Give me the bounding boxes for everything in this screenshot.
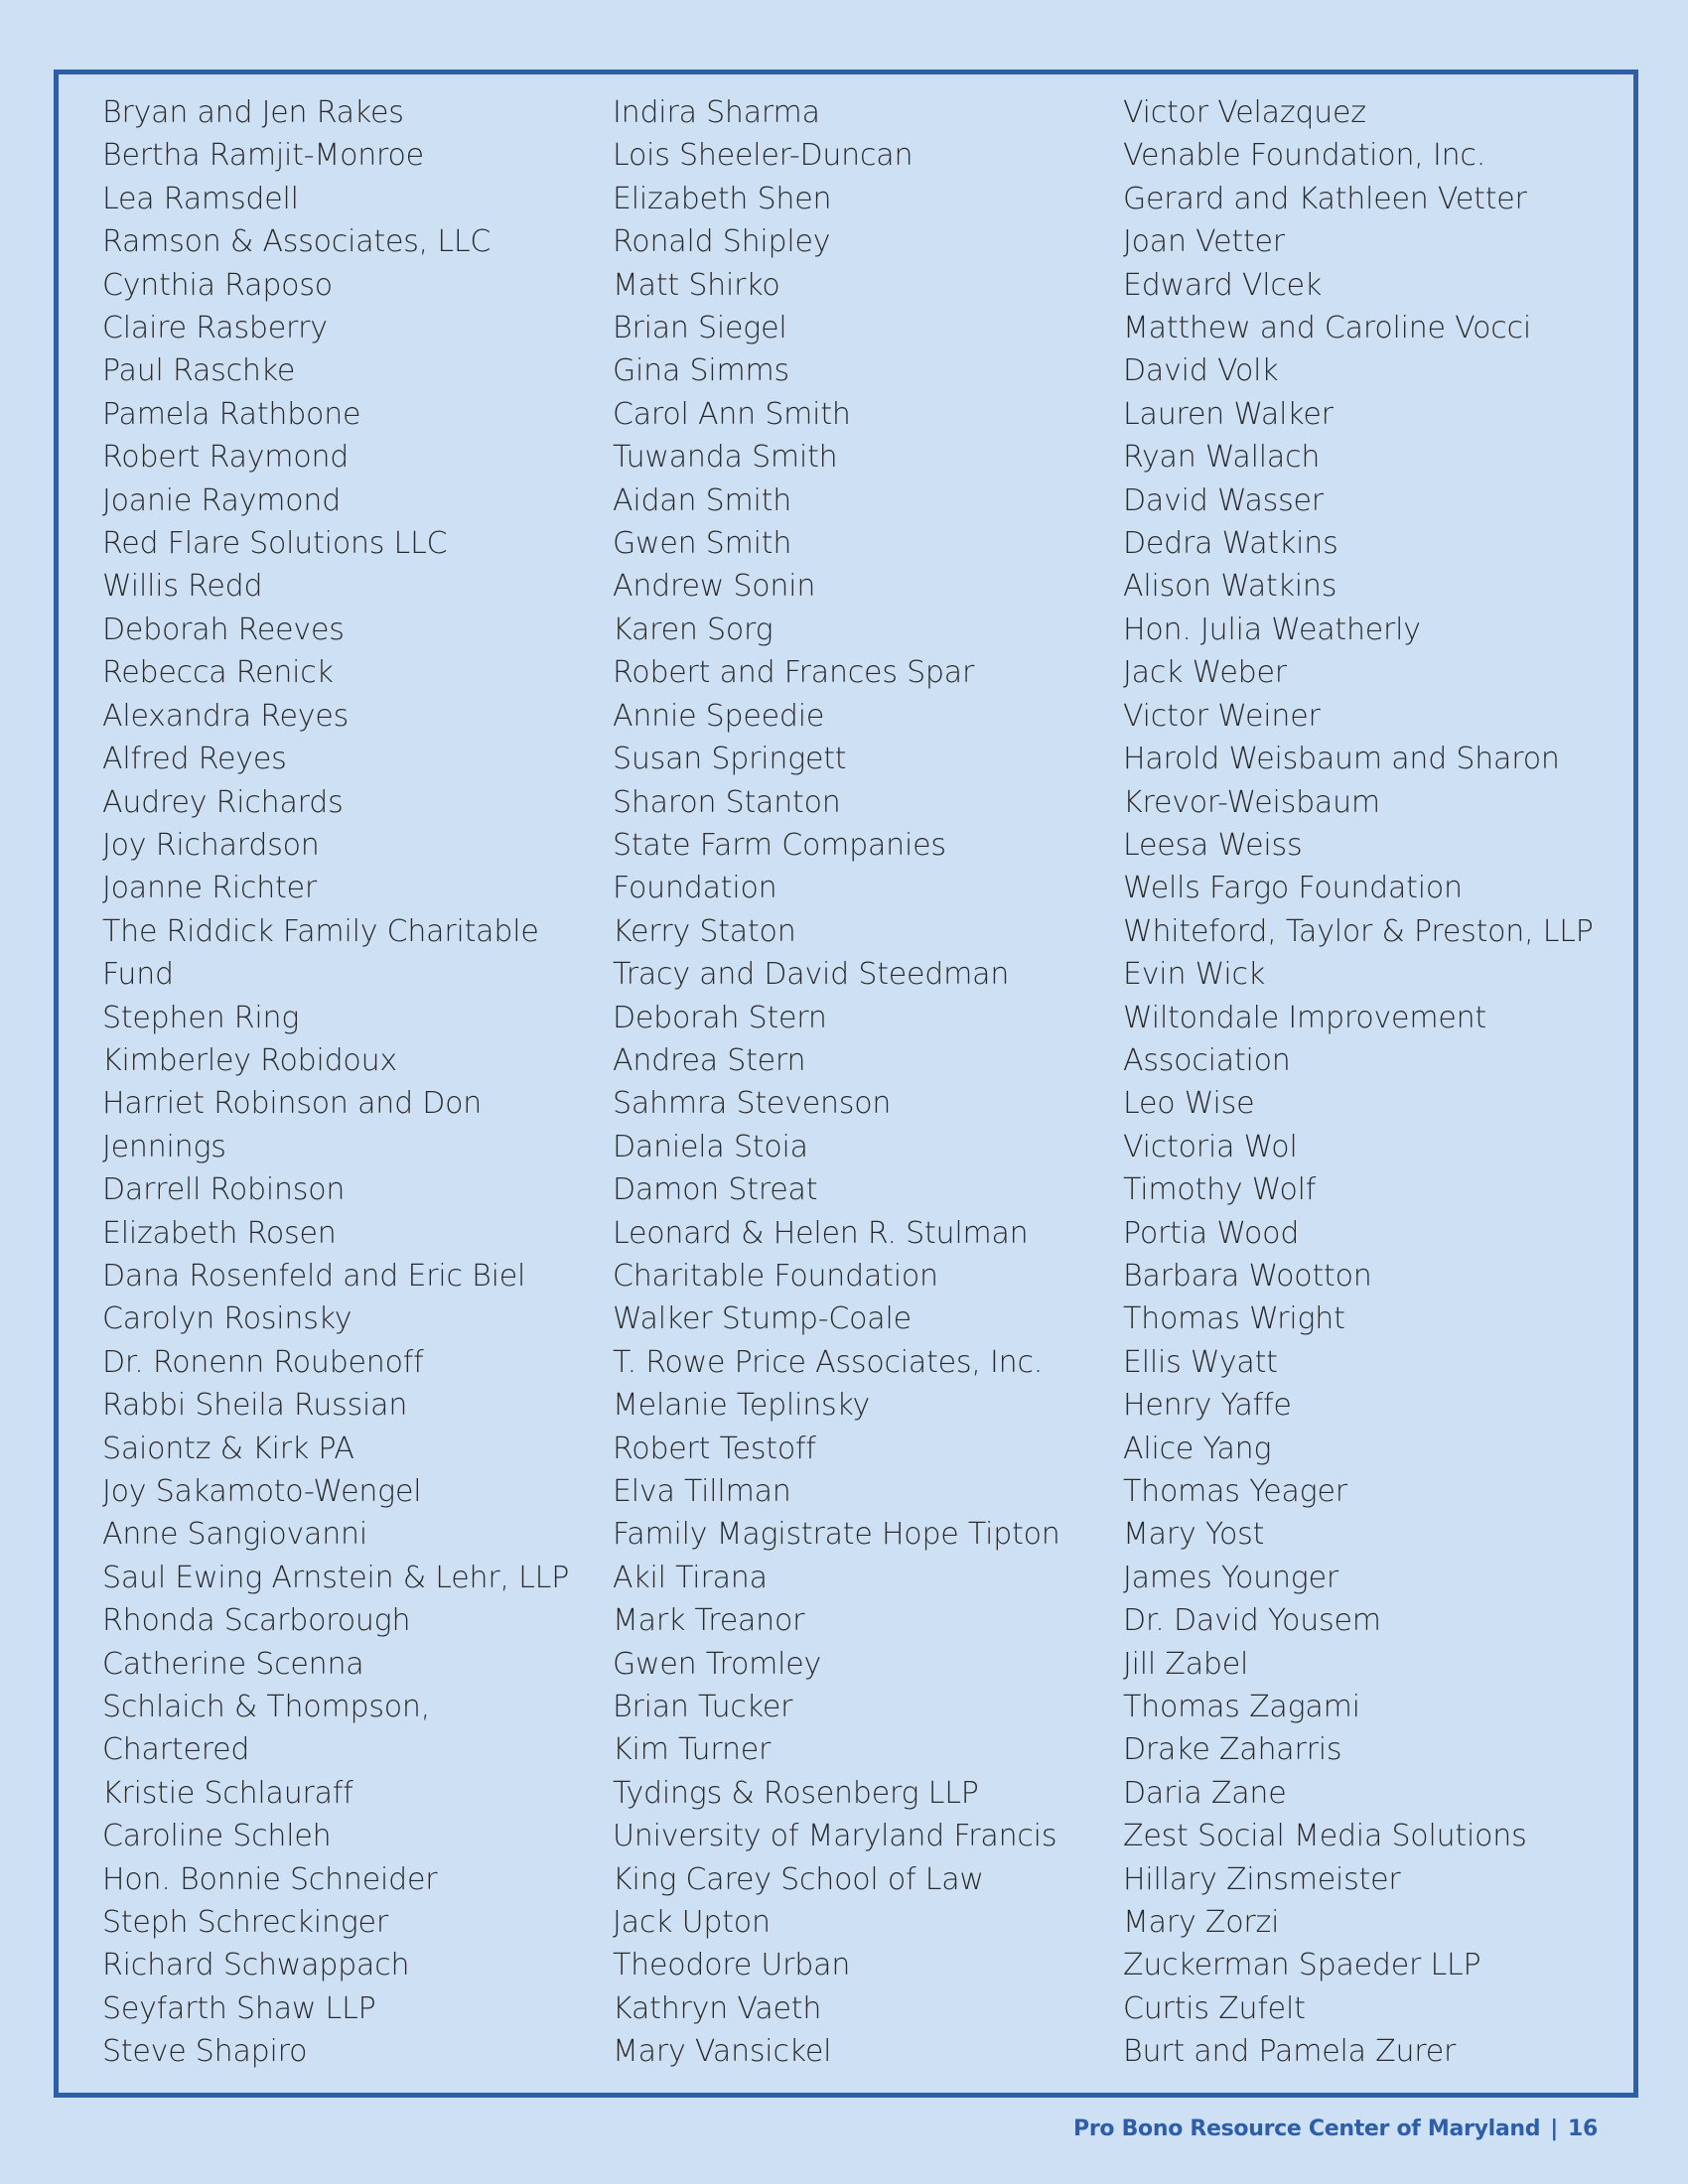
donor-name: Brian Tucker [613, 1690, 793, 1725]
donor-name: Dedra Watkins [1123, 526, 1338, 562]
donor-name: Matthew and Caroline Vocci [1123, 311, 1532, 346]
donor-name: Mary Yost [1123, 1517, 1265, 1553]
donor-name: Indira Sharma [613, 95, 820, 130]
donor-name: Leo Wise [1123, 1086, 1255, 1122]
donor-name: T. Rowe Price Associates, Inc. [613, 1344, 1044, 1380]
page-footer [1073, 2116, 1598, 2141]
donor-name: Cynthia Raposo [102, 267, 333, 303]
donor-name: Elizabeth Rosen [102, 1215, 337, 1251]
donor-name: Paul Raschke [102, 353, 296, 389]
donor-name: Tuwanda Smith [613, 440, 838, 476]
donor-name: Thomas Wright [1123, 1301, 1345, 1337]
donor-name: Portia Wood [1123, 1215, 1300, 1251]
donor-name: Dr. David Yousem [1123, 1603, 1381, 1639]
donor-name: Foundation [613, 871, 777, 906]
donor-name: Alice Yang [1123, 1431, 1272, 1466]
donor-name: The Riddick Family Charitable [102, 913, 539, 949]
donor-name: Gina Simms [613, 353, 789, 389]
donor-name: Joanne Richter [102, 871, 318, 906]
donor-name: Catherine Scenna [102, 1646, 364, 1682]
donor-name: Zest Social Media Solutions [1123, 1819, 1527, 1854]
donor-name: Timothy Wolf [1123, 1172, 1317, 1208]
donor-name: Gwen Smith [613, 526, 792, 562]
donor-name: Robert Testoff [613, 1431, 816, 1466]
donor-name: Carol Ann Smith [613, 396, 851, 432]
donor-name: Burt and Pamela Zurer [1123, 2034, 1457, 2070]
donor-name: Charitable Foundation [613, 1258, 938, 1294]
donor-name: Melanie Teplinsky [613, 1388, 871, 1424]
donor-name: Joy Richardson [102, 827, 320, 863]
donor-name: Steph Schreckinger [102, 1905, 388, 1941]
donor-name: Richard Schwappach [102, 1948, 410, 1983]
donor-name: Family Magistrate Hope Tipton [613, 1517, 1060, 1553]
donor-name: Tracy and David Steedman [613, 957, 1010, 993]
donor-name: Sahmra Stevenson [613, 1086, 892, 1122]
donor-name: Lea Ramsdell [102, 181, 299, 216]
donor-name: Kim Turner [613, 1732, 772, 1768]
footer-organization: Pro Bono Resource Center of Maryland [1073, 2116, 1541, 2141]
donor-column-3 [1123, 91, 1594, 2074]
donor-name: Fund [102, 957, 174, 993]
donor-name: Hillary Zinsmeister [1123, 1861, 1401, 1897]
donor-name: Kimberley Robidoux [102, 1042, 397, 1078]
donor-name: David Wasser [1123, 482, 1324, 518]
donor-name: Wiltondale Improvement [1123, 1000, 1486, 1035]
donor-name: Dr. Ronenn Roubenoff [102, 1344, 424, 1380]
donor-name: Tydings & Rosenberg LLP [613, 1775, 979, 1811]
donor-name: Jack Upton [613, 1905, 771, 1941]
donor-name: Schlaich & Thompson, [102, 1690, 431, 1725]
donor-name: Robert and Frances Spar [613, 655, 975, 691]
donor-name: Henry Yaffe [1123, 1388, 1292, 1424]
donor-name: Joan Vetter [1123, 224, 1285, 260]
donor-name: Lauren Walker [1123, 396, 1334, 432]
donor-name: Victor Weiner [1123, 698, 1321, 734]
donor-name: King Carey School of Law [613, 1861, 984, 1897]
donor-name: State Farm Companies [613, 827, 946, 863]
donor-name: Hon. Julia Weatherly [1123, 612, 1421, 647]
donor-name: Jack Weber [1123, 655, 1287, 691]
donor-name: Rebecca Renick [102, 655, 334, 691]
donor-name: Victoria Wol [1123, 1129, 1298, 1164]
donor-name: Mary Zorzi [1123, 1905, 1280, 1941]
donor-name: Willis Redd [102, 569, 263, 605]
donor-name: Daria Zane [1123, 1775, 1287, 1811]
donor-name: Aidan Smith [613, 482, 792, 518]
donor-name: Mary Vansickel [613, 2034, 832, 2070]
donor-name: Venable Foundation, Inc. [1123, 138, 1486, 174]
donor-name: Joanie Raymond [102, 482, 342, 518]
donor-name: Leonard & Helen R. Stulman [613, 1215, 1029, 1251]
donor-name: Chartered [102, 1732, 250, 1768]
donor-column-1 [102, 91, 569, 2074]
donor-name: Annie Speedie [613, 698, 825, 734]
donor-name: Saiontz & Kirk PA [102, 1431, 354, 1466]
donor-name: Andrew Sonin [613, 569, 816, 605]
donor-name: Brian Siegel [613, 311, 787, 346]
donor-name: Joy Sakamoto-Wengel [102, 1474, 422, 1509]
donor-name: Dana Rosenfeld and Eric Biel [102, 1258, 526, 1294]
donor-name: Red Flare Solutions LLC [102, 526, 448, 562]
donor-name: Deborah Reeves [102, 612, 345, 647]
donor-name: Kristie Schlauraff [102, 1775, 353, 1811]
donor-name: David Volk [1123, 353, 1279, 389]
donor-name: Whiteford, Taylor & Preston, LLP [1123, 913, 1594, 949]
donor-name: Association [1123, 1042, 1291, 1078]
donor-name: Stephen Ring [102, 1000, 300, 1035]
donor-name: Carolyn Rosinsky [102, 1301, 352, 1337]
donor-name: Kathryn Vaeth [613, 1990, 822, 2026]
donor-name: Drake Zaharris [1123, 1732, 1342, 1768]
donor-name: Seyfarth Shaw LLP [102, 1990, 376, 2026]
donor-name: Rabbi Sheila Russian [102, 1388, 408, 1424]
donor-name: Deborah Stern [613, 1000, 827, 1035]
footer-separator: | [1550, 2116, 1558, 2141]
donor-name: Steve Shapiro [102, 2034, 308, 2070]
donor-name: James Younger [1123, 1560, 1338, 1595]
donor-name: Walker Stump-Coale [613, 1301, 912, 1337]
donor-name: Hon. Bonnie Schneider [102, 1861, 438, 1897]
donor-name: Claire Rasberry [102, 311, 328, 346]
donor-name: Thomas Yeager [1123, 1474, 1347, 1509]
donor-name: University of Maryland Francis [613, 1819, 1057, 1854]
donor-name: Damon Streat [613, 1172, 818, 1208]
donor-name: Edward Vlcek [1123, 267, 1323, 303]
donor-name: Theodore Urban [613, 1948, 851, 1983]
donor-name: Jennings [102, 1129, 226, 1164]
donor-name: Elizabeth Shen [613, 181, 832, 216]
donor-name: Harriet Robinson and Don [102, 1086, 483, 1122]
donor-name: Karen Sorg [613, 612, 774, 647]
donor-name: Caroline Schleh [102, 1819, 332, 1854]
donor-name: Ellis Wyatt [1123, 1344, 1278, 1380]
donor-name: Sharon Stanton [613, 784, 841, 820]
donor-name: Evin Wick [1123, 957, 1265, 993]
donor-name: Bryan and Jen Rakes [102, 95, 404, 130]
donor-name: Anne Sangiovanni [102, 1517, 367, 1553]
donor-name: Susan Springett [613, 742, 847, 777]
donor-name: Andrea Stern [613, 1042, 806, 1078]
donor-column-2 [613, 91, 1060, 2074]
donor-name: Alexandra Reyes [102, 698, 350, 734]
donor-name: Zuckerman Spaeder LLP [1123, 1948, 1481, 1983]
donor-name: Matt Shirko [613, 267, 780, 303]
donor-name: Wells Fargo Foundation [1123, 871, 1463, 906]
donor-name: Gerard and Kathleen Vetter [1123, 181, 1527, 216]
donor-name: Victor Velazquez [1123, 95, 1366, 130]
donor-name: Darrell Robinson [102, 1172, 346, 1208]
page-number: 16 [1567, 2116, 1598, 2141]
donor-name: Saul Ewing Arnstein & Lehr, LLP [102, 1560, 570, 1595]
donor-name: Alfred Reyes [102, 742, 287, 777]
donor-name: Ramson & Associates, LLC [102, 224, 492, 260]
donor-name: Curtis Zufelt [1123, 1990, 1306, 2026]
donor-name: Daniela Stoia [613, 1129, 808, 1164]
donor-name: Harold Weisbaum and Sharon [1123, 742, 1560, 777]
donor-name: Alison Watkins [1123, 569, 1337, 605]
donor-name: Elva Tillman [613, 1474, 791, 1509]
donor-name: Robert Raymond [102, 440, 350, 476]
donor-name: Ronald Shipley [613, 224, 831, 260]
donor-name: Bertha Ramjit-Monroe [102, 138, 424, 174]
donor-name: Gwen Tromley [613, 1646, 822, 1682]
donor-name: Kerry Staton [613, 913, 796, 949]
donor-name: Rhonda Scarborough [102, 1603, 411, 1639]
donor-name: Audrey Richards [102, 784, 344, 820]
donor-name: Akil Tirana [613, 1560, 768, 1595]
donor-name: Thomas Zagami [1123, 1690, 1360, 1725]
donor-name: Jill Zabel [1123, 1646, 1249, 1682]
donor-name: Mark Treanor [613, 1603, 805, 1639]
donor-name: Krevor-Weisbaum [1123, 784, 1380, 820]
donor-name: Leesa Weiss [1123, 827, 1303, 863]
donor-name: Ryan Wallach [1123, 440, 1321, 476]
donor-name: Barbara Wootton [1123, 1258, 1372, 1294]
donor-name: Lois Sheeler-Duncan [613, 138, 914, 174]
donor-name: Pamela Rathbone [102, 396, 361, 432]
